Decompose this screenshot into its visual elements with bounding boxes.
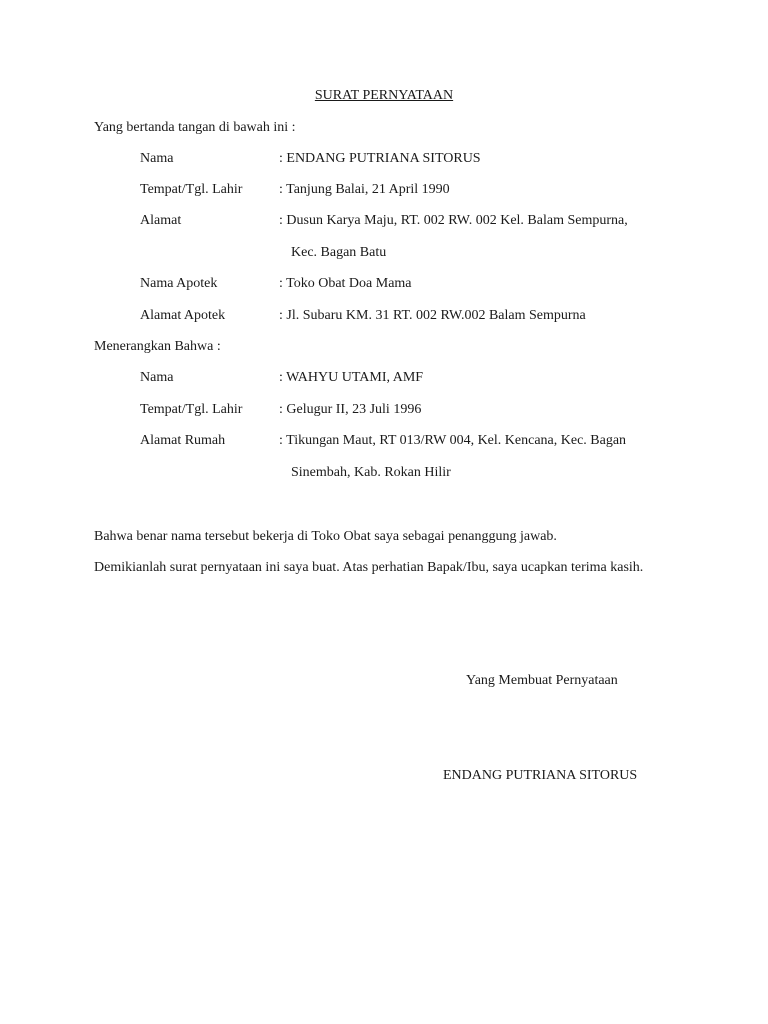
signer-name-value: : ENDANG PUTRIANA SITORUS	[279, 151, 481, 166]
employee-birth-value: : Gelugur II, 23 Juli 1996	[279, 402, 422, 417]
pharmacy-name-label: Nama Apotek	[140, 276, 218, 291]
employee-birth-label: Tempat/Tgl. Lahir	[140, 402, 243, 417]
closing-paragraph: Demikianlah surat pernyataan ini saya buat. Atas perhatian Bapak/Ibu, saya ucapkan terima kasih.	[94, 560, 644, 575]
letter-title: SURAT PERNYATAAN	[314, 88, 454, 103]
employee-name-value: : WAHYU UTAMI, AMF	[279, 370, 424, 385]
signature-label: Yang Membuat Pernyataan	[466, 673, 618, 688]
employee-name-label: Nama	[140, 370, 174, 385]
signature-name: ENDANG PUTRIANA SITORUS	[443, 768, 638, 783]
signer-address-continuation: Kec. Bagan Batu	[291, 245, 387, 260]
employee-address-label: Alamat Rumah	[140, 433, 226, 448]
pharmacy-address-label: Alamat Apotek	[140, 308, 226, 323]
signer-birth-label: Tempat/Tgl. Lahir	[140, 182, 243, 197]
signer-birth-value: : Tanjung Balai, 21 April 1990	[279, 182, 450, 197]
pharmacy-name-value: : Toko Obat Doa Mama	[279, 276, 412, 291]
signer-address-value: : Dusun Karya Maju, RT. 002 RW. 002 Kel. Balam Sempurna,	[279, 213, 628, 228]
employee-address-continuation: Sinembah, Kab. Rokan Hilir	[291, 465, 451, 480]
employee-address-value: : Tikungan Maut, RT 013/RW 004, Kel. Kencana, Kec. Bagan	[279, 433, 627, 448]
signer-name-label: Nama	[140, 151, 174, 166]
signer-address-label: Alamat	[140, 213, 182, 228]
pharmacy-address-value: : Jl. Subaru KM. 31 RT. 002 RW.002 Balam Sempurna	[279, 308, 586, 323]
intro-text: Yang bertanda tangan di bawah ini :	[94, 120, 296, 135]
declares-text: Menerangkan Bahwa :	[94, 339, 221, 354]
statement-paragraph: Bahwa benar nama tersebut bekerja di Toko Obat saya sebagai penanggung jawab.	[94, 529, 557, 544]
